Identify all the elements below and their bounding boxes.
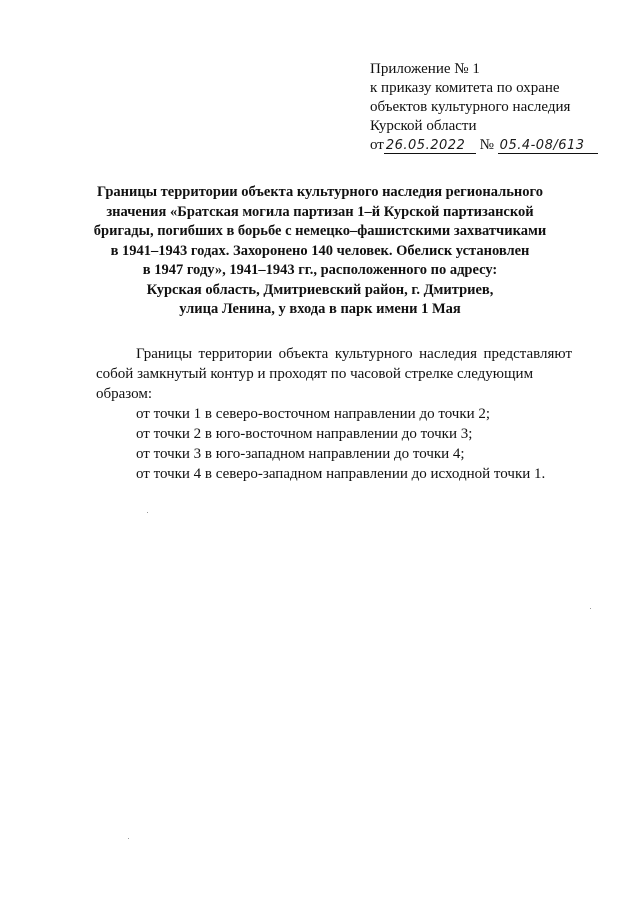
boundary-point-item: от точки 2 в юго-восточном направлении до точки 3; [136, 426, 473, 442]
appendix-region-line: Курской области [370, 118, 477, 134]
title-line: в 1947 году», 1941–1943 гг., расположенного по адресу: [142, 262, 498, 278]
boundary-point-item: от точки 3 в юго-западном направлении до точки 4; [136, 446, 465, 462]
boundary-point-item: от точки 1 в северо-восточном направлении до точки 2; [136, 406, 491, 422]
appendix-date-number [370, 136, 630, 155]
document-title [70, 183, 570, 320]
number-prefix: № [479, 137, 494, 153]
title-line: значения «Братская могила партизан 1–й Курской партизанской [106, 203, 534, 220]
title-line: Курская область, Дмитриевский район, г. Дмитриев, [146, 281, 494, 298]
appendix-order-line: к приказу комитета по охране [370, 80, 560, 96]
date-prefix: от [370, 137, 384, 153]
handwritten-date: 26.05.2022 [384, 138, 476, 154]
document-body [96, 344, 572, 484]
title-line: Границы территории объекта культурного наследия регионального [97, 184, 543, 200]
appendix-header [370, 60, 630, 155]
scan-speck [590, 608, 591, 609]
scan-speck [147, 512, 148, 513]
appendix-committee-line: объектов культурного наследия [370, 99, 571, 115]
title-line: улица Ленина, у входа в парк имени 1 Мая [179, 301, 461, 317]
appendix-title: Приложение № 1 [370, 61, 480, 77]
boundary-point-item: от точки 4 в северо-западном направлении до исходной точки 1. [136, 466, 546, 482]
title-line: в 1941–1943 годах. Захоронено 140 человек. Обелиск установлен [110, 242, 530, 259]
title-line: бригады, погибших в борьбе с немецко–фашистскими захватчиками [93, 223, 547, 239]
scan-speck [128, 838, 129, 839]
boundary-description-end: образом: [96, 386, 153, 402]
boundary-description: Границы территории объекта культурного наследия представляют собой замкнутый контур и проходят по часовой стрелке следующим [96, 346, 572, 382]
handwritten-order-number: 05.4-08/613 [498, 138, 598, 154]
